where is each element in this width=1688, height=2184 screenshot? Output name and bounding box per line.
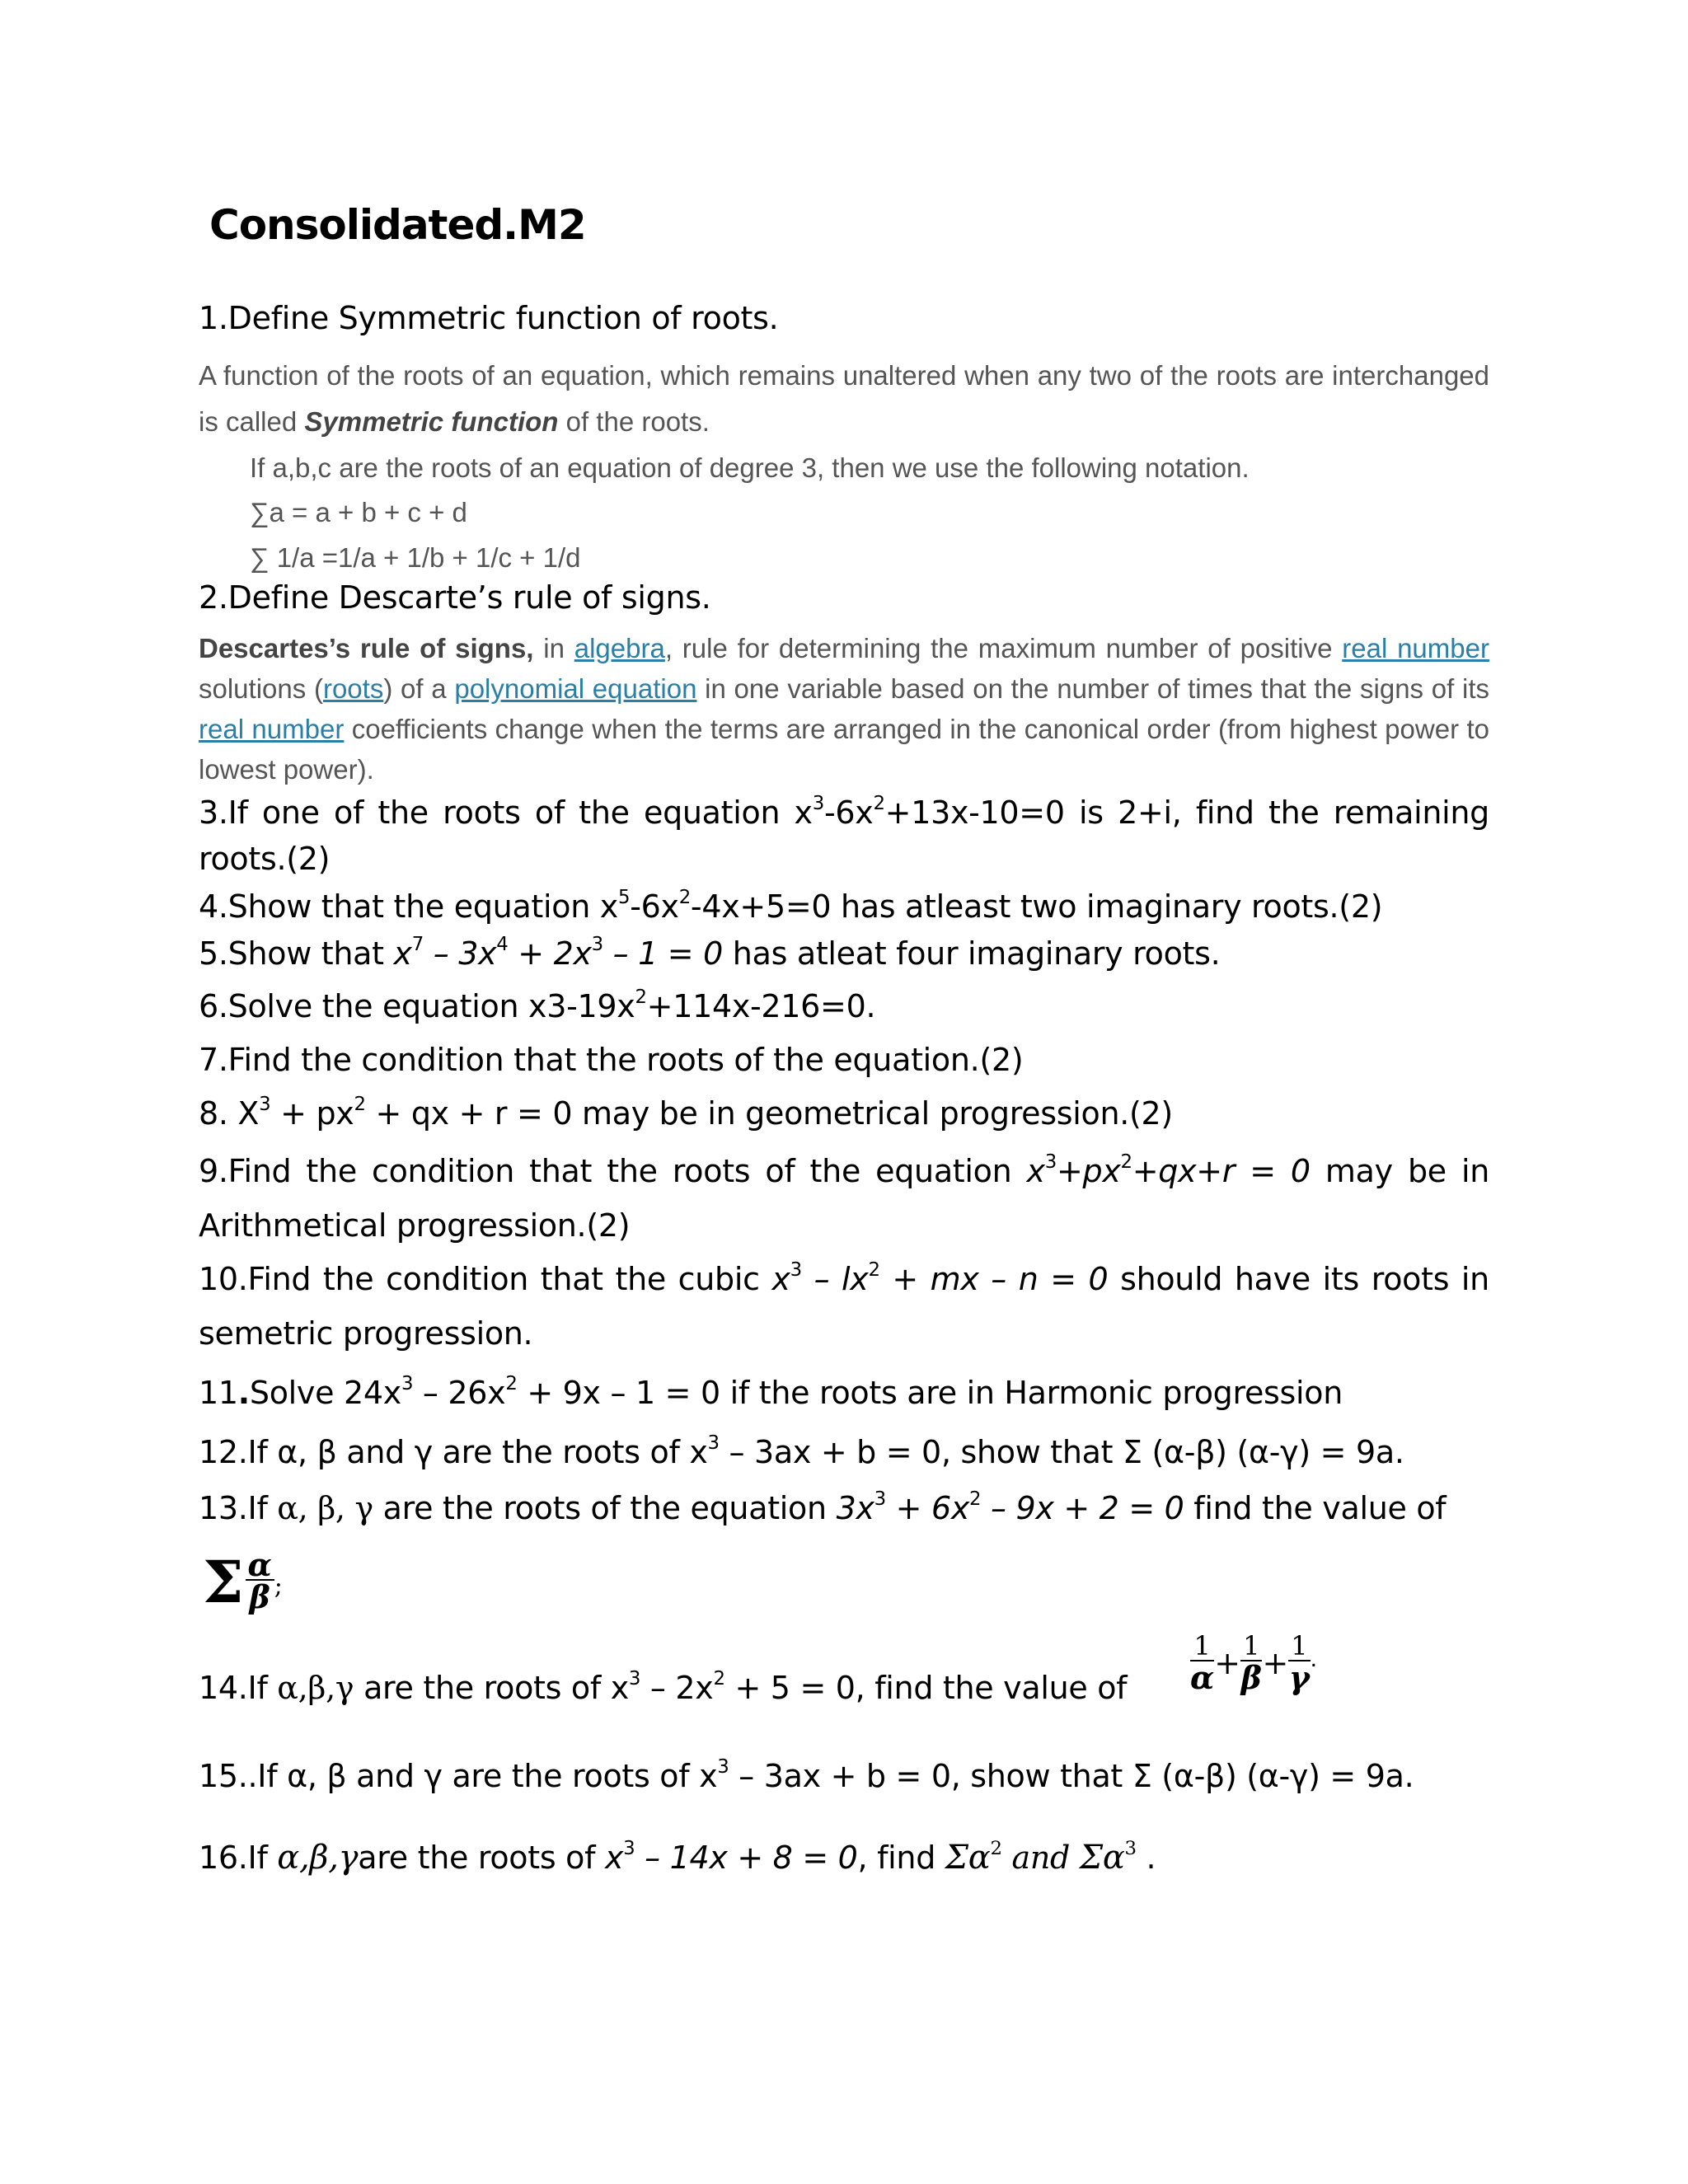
answer-text: in one variable based on the number of times that the signs of its (696, 673, 1489, 704)
answer-text: ) of a (383, 673, 455, 704)
question-7: 7.Find the condition that the roots of the equation.(2) (199, 1042, 1024, 1078)
question-1-heading: 1.Define Symmetric function of roots. (199, 300, 779, 336)
answer-text: , rule for determining the maximum number of positive (664, 633, 1343, 663)
question-6: 6.Solve the equation $x3-19x^2+114x-216=0$. (199, 986, 876, 1024)
answer-text: solutions ( (199, 673, 323, 704)
reciprocal-sum-formula: ∑ 1/a =1/a + 1/b + 1/c + 1/d (250, 542, 581, 573)
link-algebra[interactable]: algebra (574, 633, 665, 663)
question-11: 11.Solve $24x^3 - 26x^2 + 9x - 1 = 0$ if the roots are in Harmonic progression (199, 1372, 1343, 1411)
answer-bold-term: Descartes’s rule of signs, (199, 633, 534, 663)
question-2-heading: 2.Define Descarte’s rule of signs. (199, 579, 711, 616)
link-roots[interactable]: roots (322, 673, 384, 704)
question-16: 16.If α,β,γare the roots of $x^3 - 14x + 8 = 0$, find $\Sigma\alpha^2$ and $\Sigma\alpha^3$ . (199, 1837, 1156, 1877)
answer-text: of the roots. (558, 406, 710, 437)
question-9: 9.Find the condition that the roots of the equation $x^3+px^2+qx+r = 0$ may be in Arithmetical progression.(2) (199, 1151, 1490, 1244)
question-1-answer (199, 353, 1489, 445)
answer-text: coefficients change when the terms are arranged in the canonical order (from highest power to lowest power). (199, 714, 1489, 785)
link-polynomial-equation[interactable]: polynomial equation (454, 673, 697, 704)
question-14: 14.If α,β,γ are the roots of $x^3 - 2x^2 + 5 = 0$, find the value of (199, 1667, 1128, 1706)
link-real-number-2[interactable]: real number (199, 714, 345, 744)
sum-alpha-over-beta: Σ $\frac{\alpha}{\beta}$ ; (203, 1545, 283, 1616)
question-13: 13.If α, β, γ are the roots of the equation $3x^3 + 6x^2 - 9x + 2 = 0$ find the value of (199, 1488, 1447, 1526)
answer-bold-term: Symmetric function (304, 406, 559, 437)
question-3: 3.If one of the roots of the equation $x^3-6x^2+13x-10=0$ is 2+i, find the remaining roots.(2) (199, 792, 1489, 877)
question-5: 5.Show that $x^7 - 3x^4 + 2x^3 - 1 = 0$ has atleat four imaginary roots. (199, 933, 1221, 972)
reciprocal-sum-expression: $\frac{1}{\alpha}$ + $\frac{1}{\beta}$ + $\frac{1}{\gamma}$ . (1190, 1630, 1317, 1696)
document-title: Consolidated.M2 (209, 201, 586, 249)
question-10: 10.Find the condition that the cubic $x^3 - lx^2$ + mx – n = 0 should have its roots in semetric progression. (199, 1258, 1489, 1352)
question-4: 4.Show that the equation $x^5-6x^2-4x+5=0$ has atleast two imaginary roots.(2) (199, 886, 1383, 925)
notation-note: If a,b,c are the roots of an equation of degree 3, then we use the following notation. (250, 452, 1250, 483)
answer-text: in (533, 633, 574, 663)
question-2-answer (199, 628, 1489, 790)
sum-formula: ∑a = a + b + c + d (250, 497, 467, 527)
question-8: 8. $X^3 + px^2$ + qx + r = 0 may be in geometrical progression.(2) (199, 1093, 1173, 1132)
question-15: 15..If α, β and γ are the roots of $x^3 - 3ax + b = 0$, show that Σ (α-β) (α-γ) = 9a. (199, 1755, 1414, 1794)
answer-text: A function of the roots of an equation, which remains unaltered when any two of the roots are interchanged is called (199, 360, 1489, 437)
question-12: 12.If α, β and γ are the roots of $x^3 - 3ax + b = 0$, show that Σ (α-β) (α-γ) = 9a. (199, 1432, 1404, 1470)
link-real-number[interactable]: real number (1342, 633, 1489, 663)
